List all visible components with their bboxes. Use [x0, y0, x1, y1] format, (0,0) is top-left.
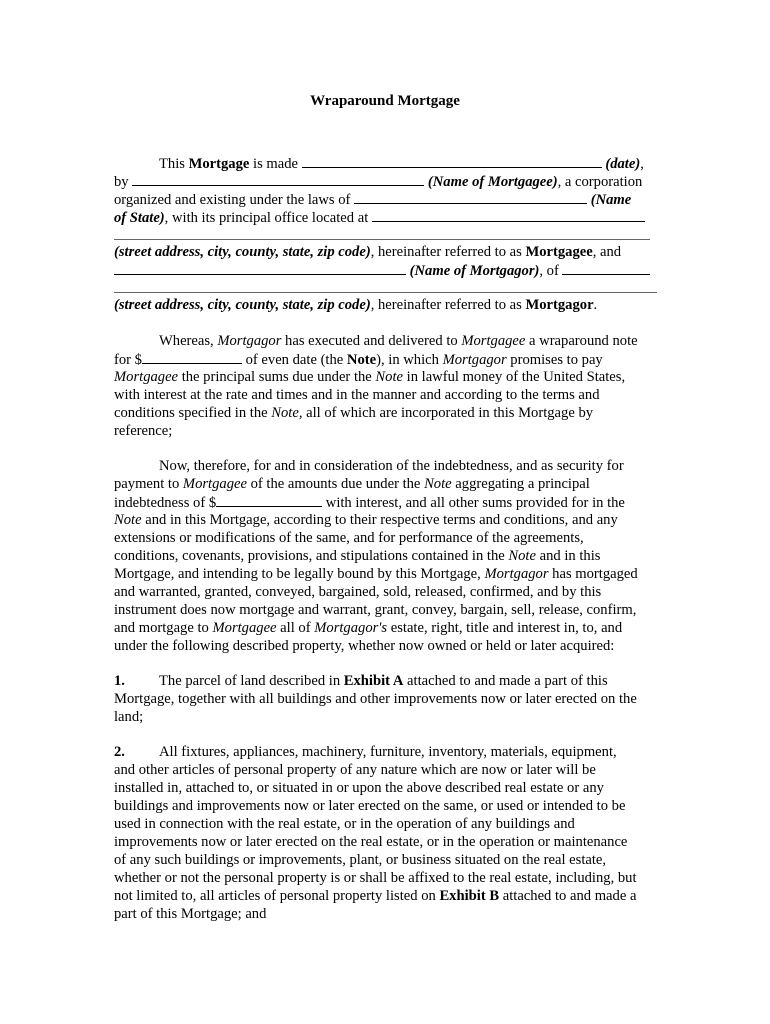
item-2-line-3: installed in, attached to, or situated in or upon the above described real estate or any — [114, 780, 604, 796]
item-2-line-4: buildings and improvements now or later erected on the same, or used or intended to be — [114, 798, 626, 814]
now-line-4: Note and in this Mortgage, according to their respective terms and conditions, and any — [114, 512, 618, 528]
item-2-line-10: part of this Mortgage; and — [114, 906, 267, 922]
whereas-line-1: Whereas, Mortgagor has executed and delivered to Mortgagee a wraparound note — [159, 333, 638, 349]
now-line-2: payment to Mortgagee of the amounts due under the Note aggregating a principal — [114, 476, 590, 492]
address-rule-2 — [114, 292, 657, 293]
now-line-9: instrument does now mortgage and warrant, grant, convey, bargain, sell, release, confirm, — [114, 602, 637, 618]
now-line-8: and warranted, granted, conveyed, bargained, sold, released, confirmed, and by this — [114, 584, 602, 600]
item-2-line-1: All fixtures, appliances, machinery, furniture, inventory, materials, equipment, — [159, 744, 617, 760]
item-2-line-7: of any such buildings or improvements, plant, or business situated on the real estate, — [114, 852, 607, 868]
now-line-1: Now, therefore, for and in consideration of the indebtedness, and as security for — [159, 458, 624, 474]
now-line-7: Mortgage, and intending to be legally bound by this Mortgage, Mortgagor has mortgaged — [114, 566, 638, 582]
item-1-line-1: The parcel of land described in Exhibit A attached to and made a part of this — [159, 673, 608, 689]
intro-line-4: of State), with its principal office located at — [114, 208, 645, 227]
whereas-line-2: for $ of even date (the Note), in which Mortgagor promises to pay — [114, 352, 603, 368]
item-1-number: 1. — [114, 673, 125, 689]
now-line-6: conditions, covenants, provisions, and stipulations contained in the Note and in this — [114, 548, 601, 564]
intro-line-5: (street address, city, county, state, zip code), hereinafter referred to as Mortgagee, and — [114, 244, 622, 260]
item-1-line-2: Mortgage, together with all buildings and other improvements now or later erected on the — [114, 691, 637, 707]
item-2-line-9: not limited to, all articles of personal property listed on Exhibit B attached to and made a — [114, 888, 637, 904]
now-line-10: and mortgage to Mortgagee all of Mortgagor's estate, right, title and interest in, to, and — [114, 620, 623, 636]
item-2-line-2: and other articles of personal property of any nature which are now or later will be — [114, 762, 596, 778]
item-2-line-5: used in connection with the real estate, or in the operation of any buildings and — [114, 816, 575, 832]
address-rule-1 — [114, 239, 650, 240]
intro-line-6: (Name of Mortgagor), of — [114, 261, 650, 280]
now-line-5: extensions or modifications of the same, and for performance of the agreements, — [114, 530, 584, 546]
now-line-3: indebtedness of $ with interest, and all other sums provided for in the — [114, 495, 625, 511]
item-1-line-3: land; — [114, 709, 144, 725]
item-2-number: 2. — [114, 744, 125, 760]
document-title: Wraparound Mortgage — [310, 93, 460, 109]
intro-line-7: (street address, city, county, state, zip code), hereinafter referred to as Mortgagor. — [114, 297, 598, 313]
item-2-line-6: improvements now or later erected on the real estate, or in the operation or maintenance — [114, 834, 628, 850]
whereas-line-3: Mortgagee the principal sums due under the Note in lawful money of the United States, — [114, 369, 626, 385]
intro-line-3: organized and existing under the laws of (Name — [114, 192, 632, 208]
intro-line-1: This Mortgage is made (date), — [159, 156, 644, 172]
whereas-line-6: reference; — [114, 423, 173, 439]
item-2-line-8: whether or not the personal property is or shall be affixed to the real estate, including, but — [114, 870, 637, 886]
whereas-line-4: with interest at the rate and times and in the manner and according to the terms and — [114, 387, 600, 403]
now-line-11: under the following described property, whether now owned or held or later acquired: — [114, 638, 615, 654]
intro-line-2: by (Name of Mortgagee), a corporation — [114, 174, 643, 190]
whereas-line-5: conditions specified in the Note, all of which are incorporated in this Mortgage by — [114, 405, 594, 421]
